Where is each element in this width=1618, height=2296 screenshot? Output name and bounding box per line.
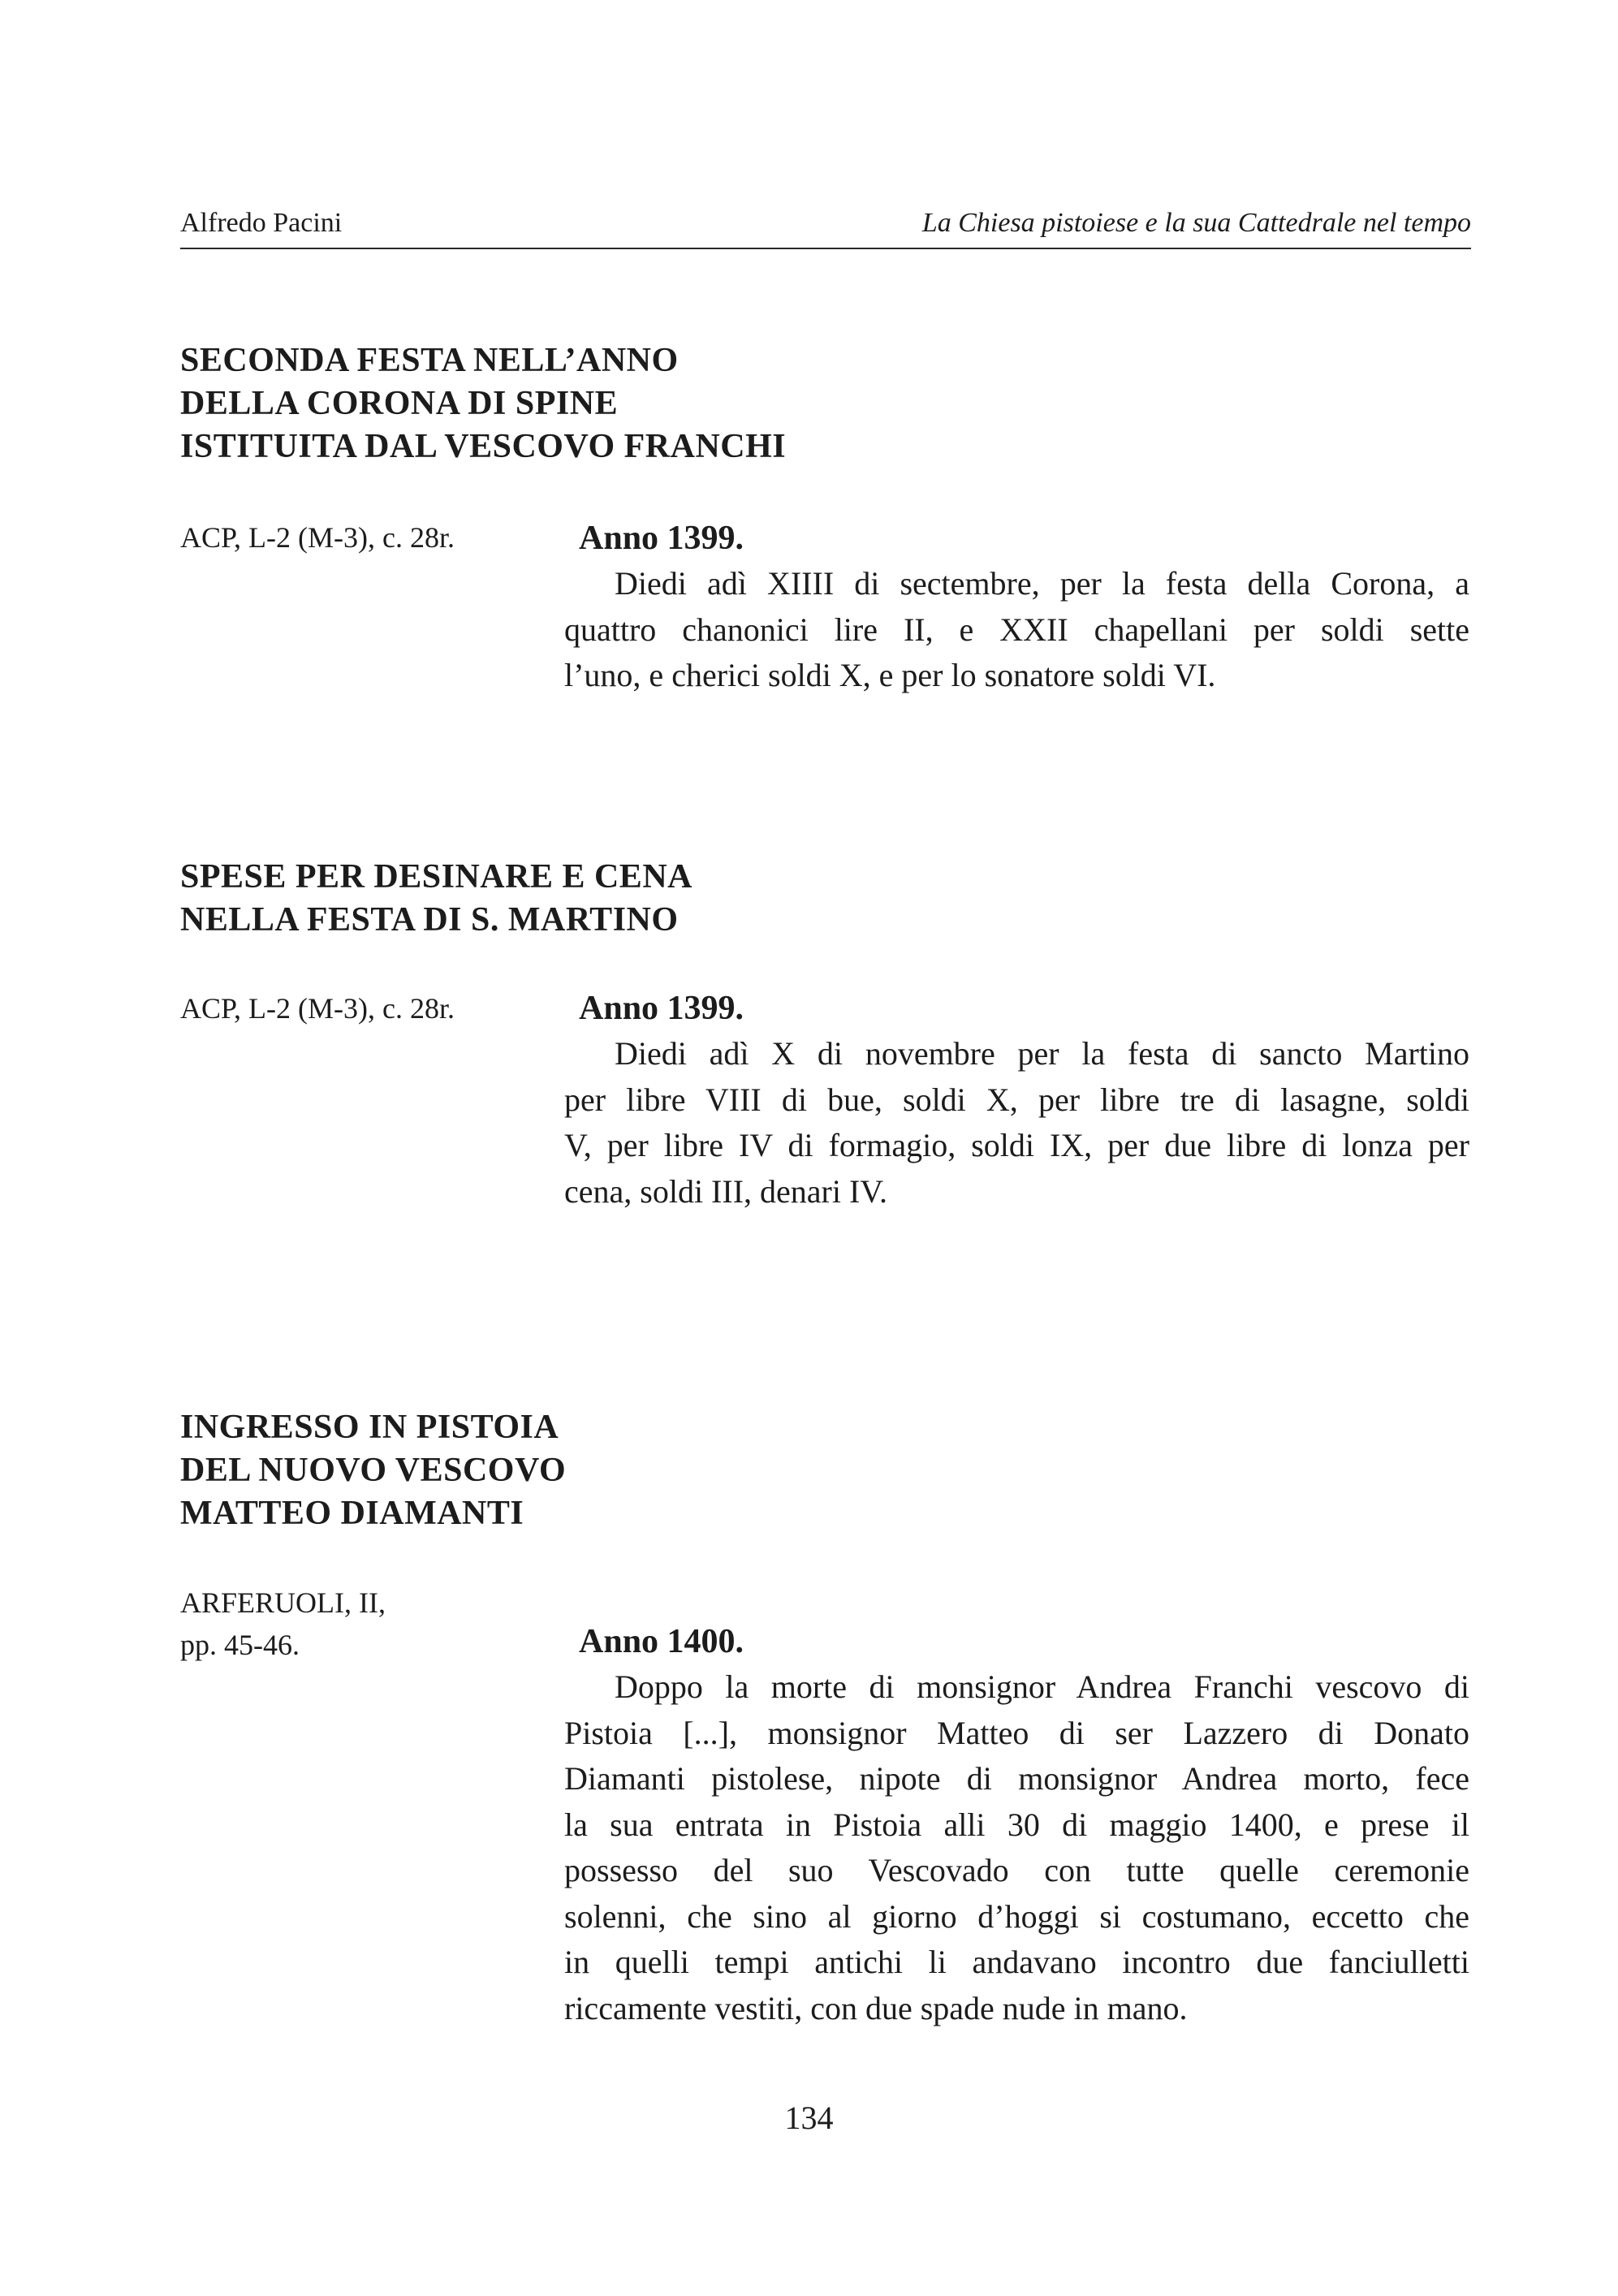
section-heading xyxy=(180,339,786,468)
entry-year: Anno 1399. xyxy=(579,990,744,1027)
running-header xyxy=(180,208,1471,253)
source-line: ACP, L-2 (M-3), c. 28r. xyxy=(180,992,455,1025)
entry-text xyxy=(564,561,1469,699)
section-heading-line: ISTITUITA DAL VESCOVO FRANCHI xyxy=(180,428,787,465)
entry-text-line: cena, soldi III, denari IV. xyxy=(564,1172,888,1210)
entry-text-line: per libre VIII di bue, soldi X, per libre tre di lasagne, soldi xyxy=(564,1081,1469,1118)
entry-year: Anno 1399. xyxy=(579,520,744,557)
section-heading xyxy=(180,856,693,942)
entry-text-line: Pistoia [...], monsignor Matteo di ser Lazzero di Donato xyxy=(564,1714,1469,1751)
entry-block xyxy=(564,516,1469,699)
entry-text xyxy=(564,1031,1469,1215)
entry-text-line: solenni, che sino al giorno d’hoggi si costumano, eccetto che xyxy=(564,1897,1469,1935)
header-book-title: La Chiesa pistoiese e la sua Cattedrale nel tempo xyxy=(921,208,1471,238)
entry-year: Anno 1400. xyxy=(579,1623,744,1660)
section-heading-line: NELLA FESTA DI S. MARTINO xyxy=(180,901,679,939)
section-heading-line: DELLA CORONA DI SPINE xyxy=(180,385,619,422)
entry-text-line: Doppo la morte di monsignor Andrea Franchi vescovo di xyxy=(615,1668,1469,1705)
entry-text-line: riccamente vestiti, con due spade nude in mano. xyxy=(564,1989,1188,2026)
entry-text xyxy=(564,1664,1469,2031)
entry-text-line: la sua entrata in Pistoia alli 30 di maggio 1400, e prese il xyxy=(564,1806,1469,1843)
source-line: ACP, L-2 (M-3), c. 28r. xyxy=(180,521,455,554)
entry-block xyxy=(564,1619,1469,2031)
entry-block xyxy=(564,986,1469,1215)
entry-text-line: possesso del suo Vescovado con tutte quelle ceremonie xyxy=(564,1852,1469,1888)
header-rule xyxy=(180,248,1471,249)
entry-text-line: quattro chanonici lire II, e XXII chapellani per soldi sette xyxy=(564,611,1469,648)
entry-text-line: in quelli tempi antichi li andavano incontro due fanciulletti xyxy=(564,1944,1469,1980)
section-heading-line: DEL NUOVO VESCOVO xyxy=(180,1452,567,1489)
entry-text-line: l’uno, e cherici soldi X, e per lo sonatore soldi VI. xyxy=(564,657,1216,693)
source-line: ARFERUOLI, II, xyxy=(180,1586,386,1619)
source-citation xyxy=(180,1582,386,1666)
section-heading xyxy=(180,1406,566,1535)
source-citation xyxy=(180,516,455,559)
page-number: 134 xyxy=(784,2100,834,2136)
entry-text-line: Diamanti pistolese, nipote di monsignor Andrea morto, fece xyxy=(564,1760,1469,1797)
entry-text-line: V, per libre IV di formagio, soldi IX, per due libre di lonza per xyxy=(564,1127,1469,1163)
source-line: pp. 45-46. xyxy=(180,1629,300,1661)
section-heading-line: SPESE PER DESINARE E CENA xyxy=(180,858,693,896)
source-citation xyxy=(180,987,455,1029)
section-heading-line: MATTEO DIAMANTI xyxy=(180,1495,524,1532)
entry-text-line: Diedi adì XIIII di sectembre, per la festa della Corona, a xyxy=(615,565,1469,602)
section-heading-line: INGRESSO IN PISTOIA xyxy=(180,1409,559,1446)
entry-text-line: Diedi adì X di novembre per la festa di sancto Martino xyxy=(615,1035,1469,1072)
header-author: Alfredo Pacini xyxy=(180,208,343,238)
section-heading-line: SECONDA FESTA NELL’ANNO xyxy=(180,342,679,379)
